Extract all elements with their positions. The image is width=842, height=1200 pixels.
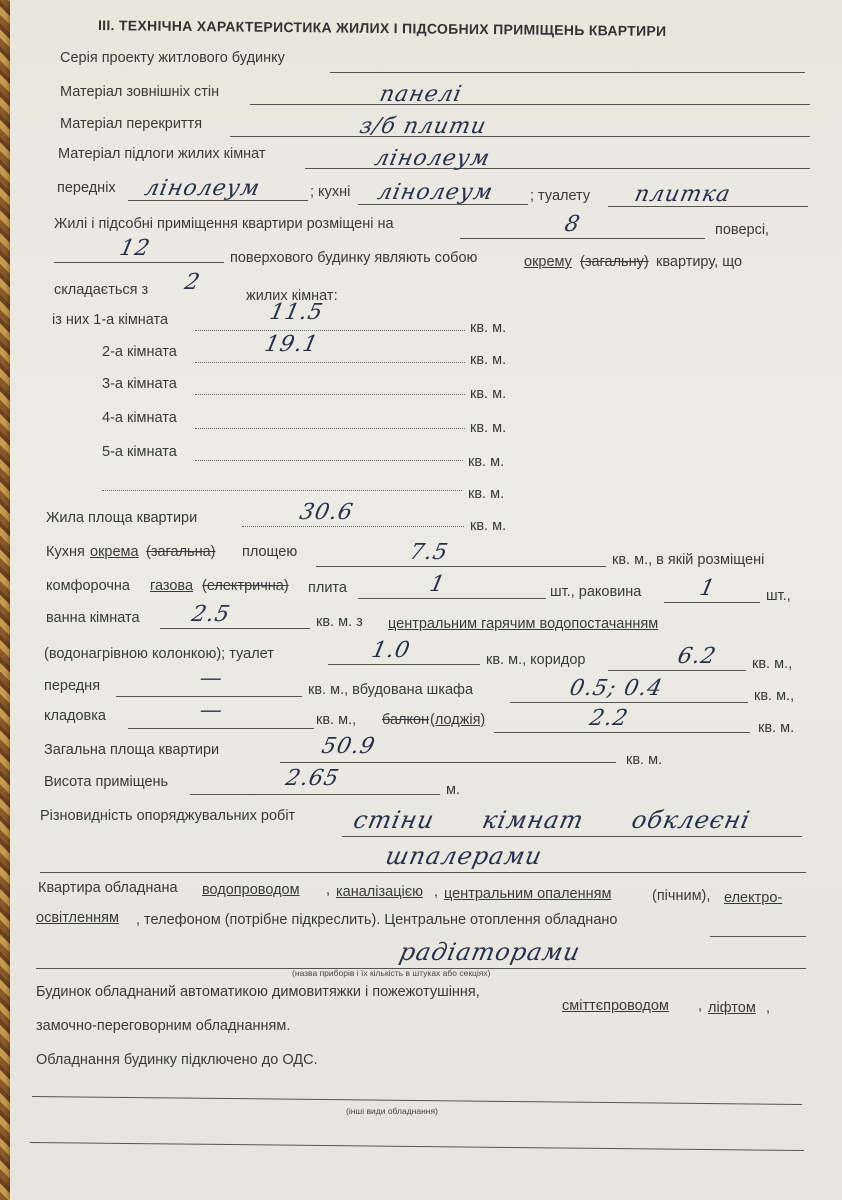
room1-value: 11.5 <box>267 300 326 325</box>
storage-label: кладовка <box>44 708 106 724</box>
comma-sep-4: , <box>766 1000 771 1016</box>
building-equip-label: Будинок обладнаний автоматикою димовитяжки і пожежотушіння, <box>36 984 480 1000</box>
shared-option: (загальну) <box>580 254 649 270</box>
kitchen-area-word: площею <box>242 544 298 560</box>
height-line <box>190 794 440 795</box>
hall-area-value: — <box>197 666 226 691</box>
room4-unit: кв. м. <box>470 420 507 436</box>
room-floor-value: лінолеум <box>372 146 493 171</box>
wall-material-line <box>250 104 810 105</box>
floor-material-line <box>230 136 810 137</box>
hall-label: передніх <box>57 180 116 196</box>
toilet-value: плитка <box>632 182 734 207</box>
living-area-value: 30.6 <box>297 500 356 525</box>
loggia-option: (лоджія) <box>430 712 486 728</box>
ods-label: Обладнання будинку підключено до ОДС. <box>36 1052 318 1068</box>
built-in-line <box>510 702 748 703</box>
stove-label: плита <box>308 580 347 596</box>
room4-dots <box>195 428 465 429</box>
room3-dots <box>195 394 465 395</box>
comma-sep-2: , <box>434 884 439 900</box>
phone-label: , телефоном (потрібне підкреслить). Центральне отоплення обладнано <box>136 912 618 928</box>
kitchen-value: лінолеум <box>375 180 496 205</box>
toilet-label: ; туалету <box>530 188 591 204</box>
room1-label: із них 1-а кімната <box>52 312 169 328</box>
central-heat-option: центральним опаленням <box>444 886 612 902</box>
other-caption: (інші види обладнання) <box>346 1106 438 1116</box>
room2-value: 19.1 <box>262 332 321 357</box>
kitchen-separate-option: окрема <box>90 544 139 560</box>
room1-unit: кв. м. <box>470 320 507 336</box>
stove-count-line <box>358 598 546 599</box>
separate-option: окрему <box>524 254 572 270</box>
living-area-dots <box>242 526 464 527</box>
comma-sep-1: , <box>326 882 331 898</box>
corridor-line <box>608 670 746 671</box>
heating-line-1 <box>710 936 806 937</box>
living-rooms-label: жилих кімнат: <box>246 288 338 304</box>
gas-option: газова <box>150 578 194 594</box>
electro-option-1: електро- <box>724 890 783 906</box>
floor-label: поверсі, <box>715 222 770 238</box>
corridor-value: 6.2 <box>675 644 719 669</box>
hall-value: лінолеум <box>142 176 263 201</box>
room5-unit: кв. м. <box>468 454 505 470</box>
garbage-option: сміттєпроводом <box>562 998 669 1014</box>
wall-material-label: Матеріал зовнішніх стін <box>60 84 220 100</box>
sink-count-line <box>664 602 760 603</box>
built-in-unit: кв. м., <box>754 688 795 704</box>
floor-number-line <box>460 238 705 239</box>
electro-option-2: освітленням <box>36 910 119 926</box>
equipped-label: Квартира обладнана <box>38 880 178 896</box>
consists-label: складається з <box>54 282 149 298</box>
room-floor-label: Матеріал підлоги жилих кімнат <box>58 146 266 162</box>
located-label: Жилі і підсобні приміщення квартири розміщені на <box>54 216 394 232</box>
loggia-value: 2.2 <box>587 706 631 731</box>
total-area-label: Загальна площа квартири <box>44 742 220 758</box>
storage-unit: кв. м., <box>316 712 357 728</box>
storeys-value: 12 <box>117 236 153 261</box>
floor-material-value: з/б плити <box>357 114 489 139</box>
room5-label: 5-а кімната <box>102 444 177 460</box>
series-line <box>330 72 805 73</box>
apartment-label: квартиру, що <box>656 254 743 270</box>
room5-dots <box>195 460 463 461</box>
kitchen-where-label: кв. м., в якій розміщені <box>612 552 765 568</box>
bathroom-unit: кв. м. з <box>316 614 363 630</box>
total-area-unit: кв. м. <box>626 752 663 768</box>
central-hot-water-option: центральним гарячим водопостачанням <box>388 616 659 632</box>
sink-count-value: 1 <box>697 576 718 601</box>
extra-room-dots <box>102 490 462 491</box>
total-area-line <box>280 762 616 763</box>
stove-count-value: 1 <box>427 572 448 597</box>
finishing-label: Різновидність опоряджувальних робіт <box>40 808 296 824</box>
floor-material-label: Матеріал перекриття <box>60 116 203 132</box>
sink-unit: шт., <box>766 588 791 604</box>
room3-unit: кв. м. <box>470 386 507 402</box>
water-option: водопроводом <box>202 882 300 898</box>
floor-number-value: 8 <box>562 212 583 237</box>
intercom-label: замочно-переговорним обладнанням. <box>36 1018 291 1034</box>
kitchen-label: ; кухні <box>310 184 351 200</box>
series-label: Серія проекту житлового будинку <box>60 50 285 66</box>
room4-label: 4-а кімната <box>102 410 177 426</box>
room3-label: 3-а кімната <box>102 376 177 392</box>
toilet-area-line <box>328 664 480 665</box>
corridor-label: кв. м., коридор <box>486 652 586 668</box>
room2-label: 2-а кімната <box>102 344 177 360</box>
loggia-unit: кв. м. <box>758 720 795 736</box>
wall-material-value: панелі <box>377 82 465 107</box>
room2-unit: кв. м. <box>470 352 507 368</box>
total-area-value: 50.9 <box>319 734 378 759</box>
kitchen-area-line <box>316 566 606 567</box>
corridor-unit: кв. м., <box>752 656 793 672</box>
height-unit: м. <box>446 782 460 798</box>
other-equip-line-2 <box>30 1142 804 1151</box>
kitchen-area-value: 7.5 <box>407 540 451 565</box>
electric-option: (електрична) <box>202 578 289 594</box>
sewer-option: каналізацією <box>336 884 423 900</box>
storage-value: — <box>197 698 226 723</box>
living-area-unit: кв. м. <box>470 518 507 534</box>
built-in-label: кв. м., вбудована шкафа <box>308 682 474 698</box>
bathroom-value: 2.5 <box>189 602 233 627</box>
finishing-value-1: стіни кімнат обклеєні <box>351 806 754 834</box>
sink-label: шт., раковина <box>550 584 642 600</box>
balcony-option: балкон <box>382 712 430 728</box>
heating-devices-value: радіаторами <box>397 938 584 966</box>
toilet-area-value: 1.0 <box>369 638 413 663</box>
bathroom-line <box>160 628 310 629</box>
finishing-value-2: шпалерами <box>383 842 545 870</box>
devices-caption: (назва приборів і їх кількість в штуках або секціях) <box>292 968 491 978</box>
storage-line <box>128 728 314 729</box>
kitchen-area-label: Кухня <box>46 544 85 560</box>
finishing-line-1 <box>342 836 802 837</box>
height-value: 2.65 <box>283 766 342 791</box>
burner-label: комфорочна <box>46 578 130 594</box>
other-equip-line-1 <box>32 1096 802 1105</box>
document-page <box>10 0 842 1200</box>
room1-dots <box>195 330 465 331</box>
hall-area-label: передня <box>44 678 101 694</box>
storeys-line <box>54 262 224 263</box>
extra-room-unit: кв. м. <box>468 486 505 502</box>
hall-area-line <box>116 696 302 697</box>
built-in-value: 0.5; 0.4 <box>567 676 666 701</box>
building-label: поверхового будинку являють собою <box>230 250 478 266</box>
heater-toilet-label: (водонагрівною колонкою); туалет <box>44 646 274 662</box>
elevator-option: ліфтом <box>708 1000 756 1016</box>
loggia-line <box>494 732 750 733</box>
room2-dots <box>195 362 465 363</box>
rooms-count-value: 2 <box>182 270 203 295</box>
bathroom-label: ванна кімната <box>46 610 140 626</box>
finishing-line-2 <box>40 872 806 873</box>
living-area-label: Жила площа квартири <box>46 510 198 526</box>
comma-sep-3: , <box>698 998 703 1014</box>
kitchen-shared-option: (загальна) <box>146 544 216 560</box>
document-title: III. ТЕХНІЧНА ХАРАКТЕРИСТИКА ЖИЛИХ І ПІДСОБНИХ ПРИМІЩЕНЬ КВАРТИРИ <box>97 17 667 39</box>
height-label: Висота приміщень <box>44 774 169 790</box>
stove-heat-option: (пічним), <box>652 888 711 904</box>
